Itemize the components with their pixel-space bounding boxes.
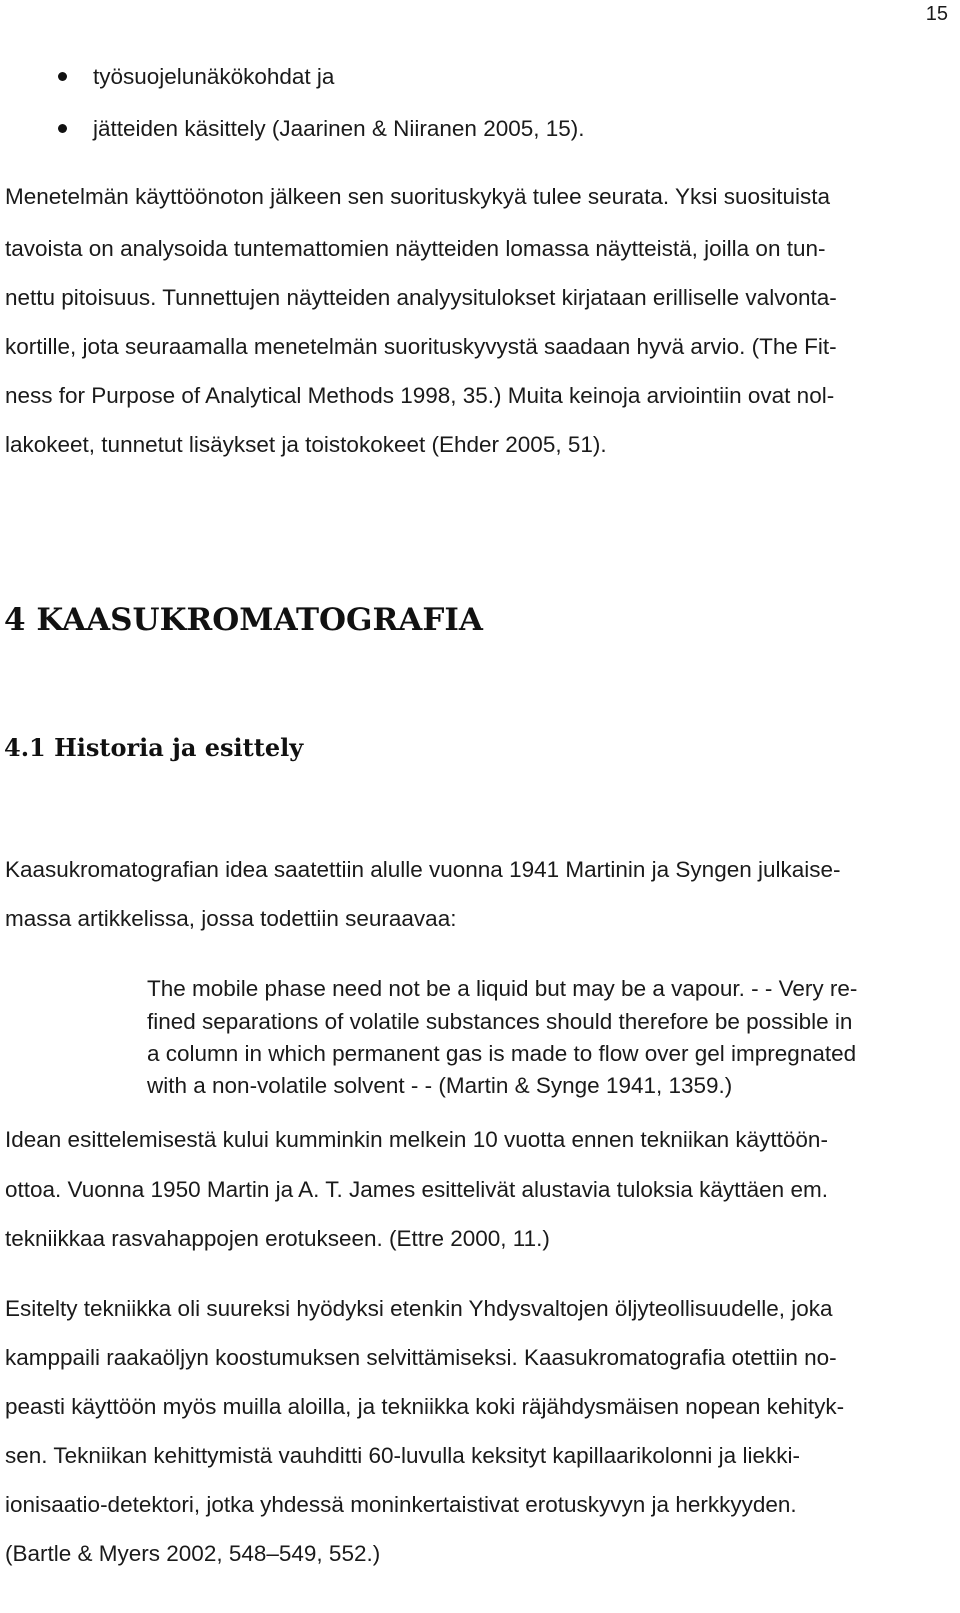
bullet-dot-icon [58,124,67,133]
quote-line: fined separations of volatile substances should therefore be possible in [147,1009,853,1034]
section-heading: 4.1 Historia ja esittely [4,733,304,762]
paragraph-line: (Bartle & Myers 2002, 548–549, 552.) [5,1541,381,1566]
paragraph-line: Menetelmän käyttöönoton jälkeen sen suorituskykyä tulee seurata. Yksi suosituista [5,184,831,209]
paragraph-line: peasti käyttöön myös muilla aloilla, ja tekniikka koki räjähdysmäisen nopean kehityk- [5,1394,845,1419]
paragraph-line: tekniikkaa rasvahappojen erotukseen. (Ettre 2000, 11.) [5,1226,550,1251]
paragraph-line: ionisaatio-detektori, jotka yhdessä moninkertaistivat erotuskyvyn ja herkkyyden. [5,1492,797,1517]
paragraph-line: nettu pitoisuus. Tunnettujen näytteiden analyysitulokset kirjataan erilliselle valvonta- [5,285,837,310]
paragraph-line: Esitelty tekniikka oli suureksi hyödyksi etenkin Yhdysvaltojen öljyteollisuudelle, joka [5,1296,833,1321]
bullet-item: jätteiden käsittely (Jaarinen & Niiranen 2005, 15). [93,116,585,141]
page-number: 15 [925,3,948,25]
bullet-dot-icon [58,72,67,81]
paragraph-line: Idean esittelemisestä kului kumminkin melkein 10 vuotta ennen tekniikan käyttöön- [5,1127,828,1152]
quote-line: with a non-volatile solvent - - (Martin & Synge 1941, 1359.) [147,1073,733,1098]
paragraph-line: tavoista on analysoida tuntemattomien näytteiden lomassa näytteistä, joilla on tun- [5,236,826,261]
paragraph-line: ness for Purpose of Analytical Methods 1998, 35.) Muita keinoja arviointiin ovat nol- [5,383,835,408]
paragraph-line: lakokeet, tunnetut lisäykset ja toistokokeet (Ehder 2005, 51). [5,432,607,457]
paragraph-line: kamppaili raakaöljyn koostumuksen selvittämiseksi. Kaasukromatografia otettiin no- [5,1345,837,1370]
quote-line: The mobile phase need not be a liquid but may be a vapour. - - Very re- [147,976,858,1001]
paragraph-line: massa artikkelissa, jossa todettiin seuraavaa: [5,906,457,931]
paragraph-line: kortille, jota seuraamalla menetelmän suorituskyvystä saadaan hyvä arvio. (The Fit- [5,334,837,359]
paragraph-line: Kaasukromatografian idea saatettiin alulle vuonna 1941 Martinin ja Syngen julkaise- [5,857,841,882]
quote-line: a column in which permanent gas is made to flow over gel impregnated [147,1041,857,1066]
chapter-heading: 4 KAASUKROMATOGRAFIA [4,602,483,638]
bullet-item: työsuojelunäkökohdat ja [93,64,335,89]
paragraph-line: ottoa. Vuonna 1950 Martin ja A. T. James esittelivät alustavia tuloksia käyttäen em. [5,1177,828,1202]
paragraph-line: sen. Tekniikan kehittymistä vauhditti 60-luvulla keksityt kapillaarikolonni ja liekki- [5,1443,800,1468]
